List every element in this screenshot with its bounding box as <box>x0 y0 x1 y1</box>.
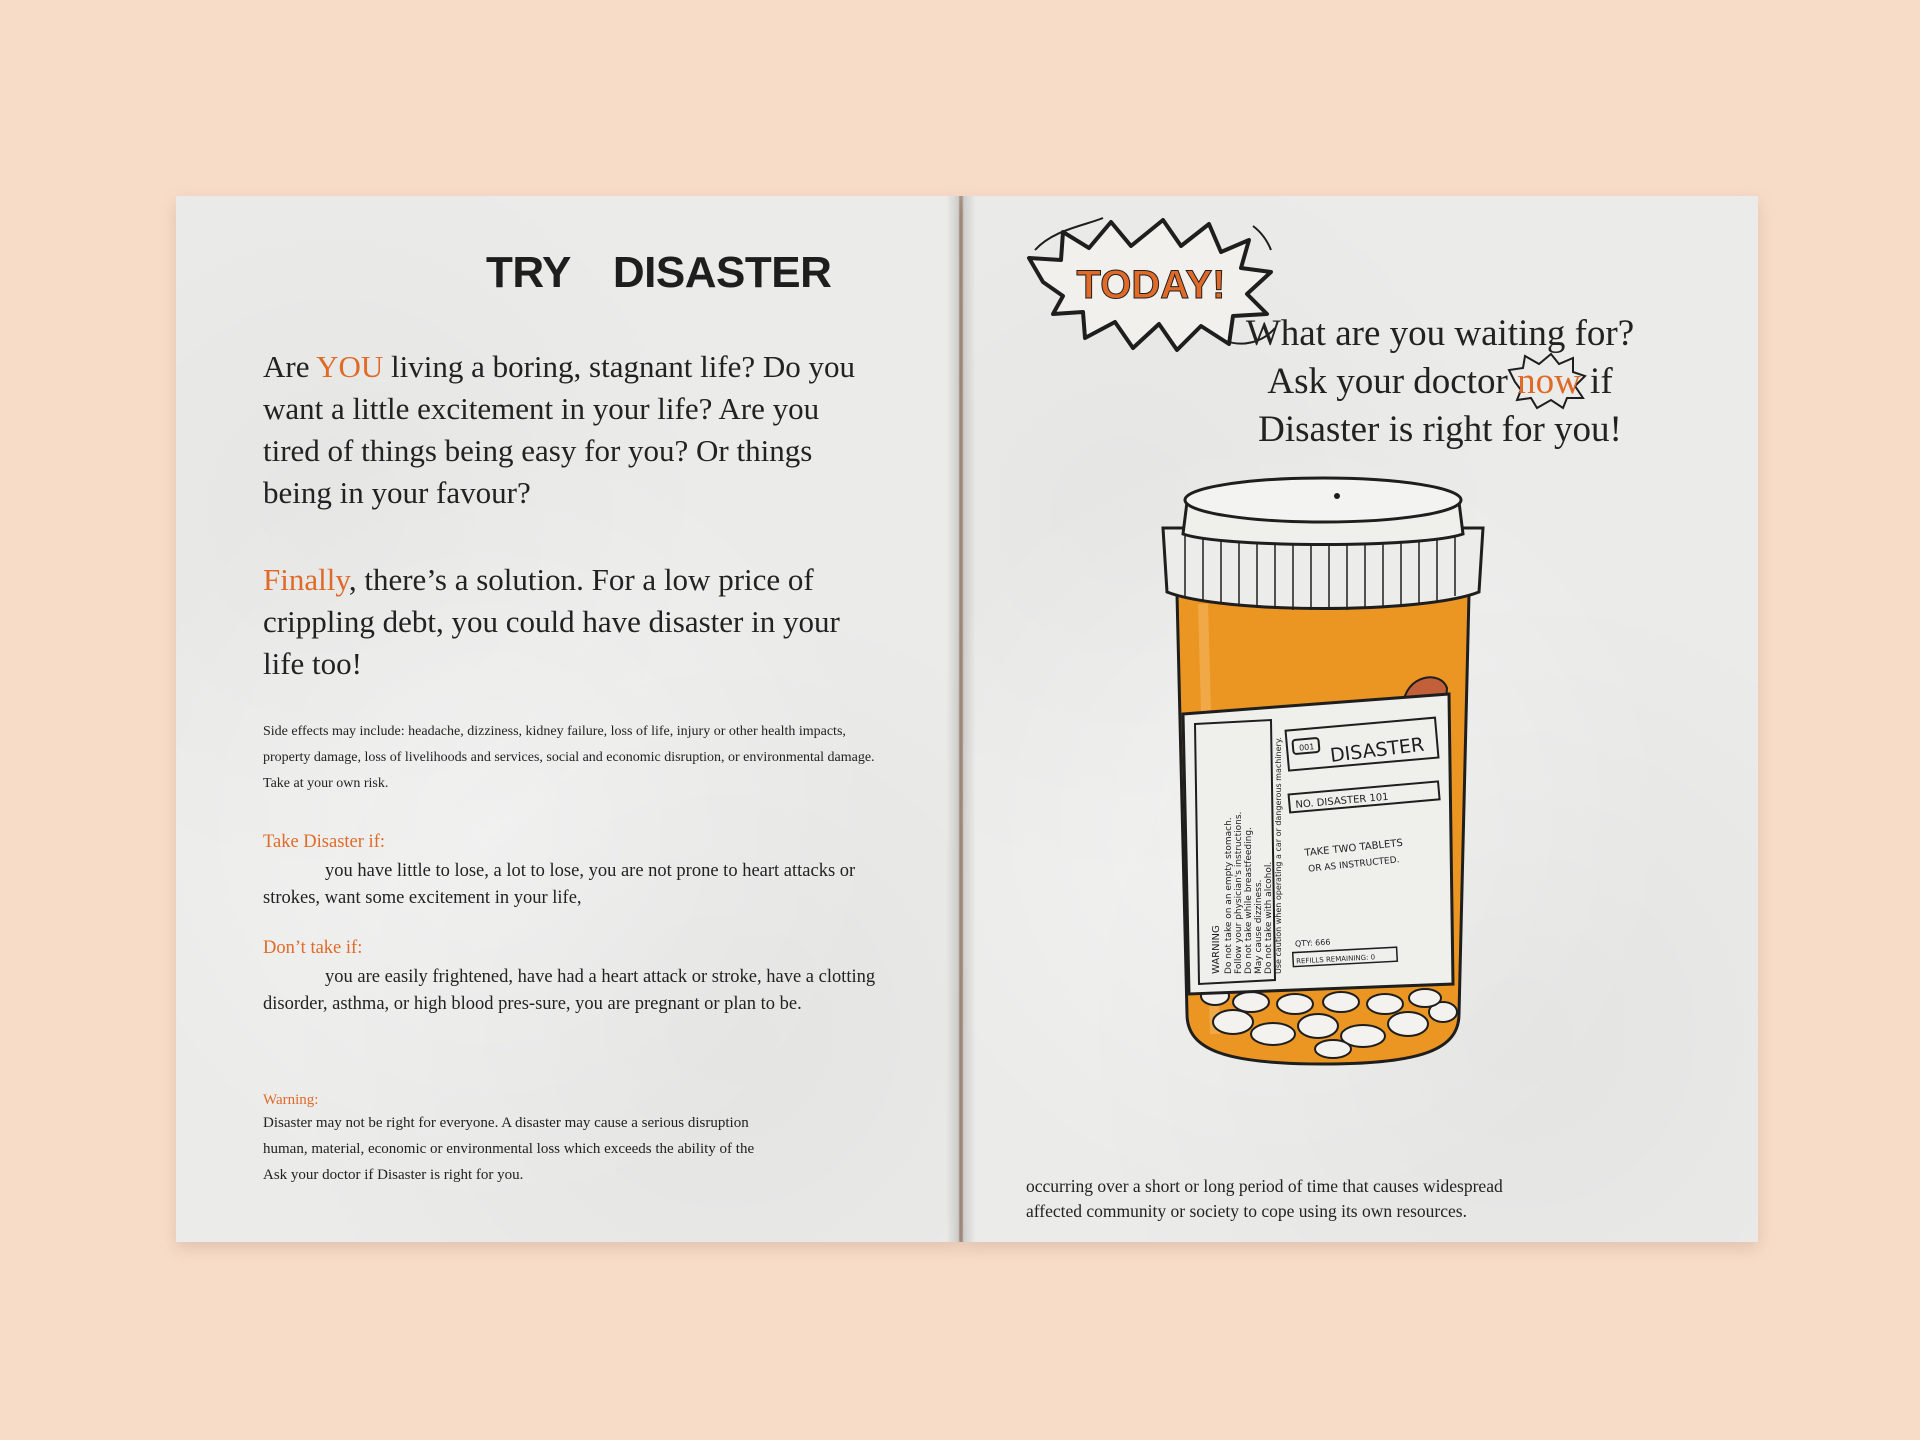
dont-take-if-body <box>263 964 883 1018</box>
label-directions-2: OR AS INSTRUCTED. <box>1307 855 1401 875</box>
take-if-body <box>263 858 883 912</box>
label-warning-line-5: Do not take with alcohol. <box>1264 861 1274 974</box>
solution-highlight: Finally <box>263 562 349 597</box>
headline <box>1180 310 1700 454</box>
headline-line-1: What are you waiting for? <box>1245 313 1635 354</box>
warning-label: Warning: <box>263 1092 319 1108</box>
warning-line-2: human, material, economic or environmental loss which exceeds the ability of the <box>263 1141 755 1157</box>
label-refills: REFILLS REMAINING: 0 <box>1295 953 1376 966</box>
label-warning-line-1: Do not take on an empty stomach. <box>1224 817 1234 974</box>
intro-highlight: YOU <box>316 349 384 384</box>
intro-lead: Are <box>263 349 310 384</box>
warning-body <box>263 1110 893 1188</box>
bottle-cap <box>1163 478 1483 610</box>
side-effects-text: Side effects may include: headache, dizziness, kidney failure, loss of life, injury or other health impacts, property damage, loss of livelihoods and services, social and economic disruption, or environmental damage. Take at your own risk. <box>263 724 875 791</box>
label-warning-line-2: Follow your physician's instructions. <box>1234 811 1244 974</box>
left-page <box>176 196 959 1242</box>
headline-line-2-pre: Ask your doctor <box>1267 361 1508 402</box>
label-rx-number: 001 <box>1298 742 1315 753</box>
dont-take-if-text: you are easily frightened, have had a heart attack or stroke, have a clotting disorder, asthma, or high blood pres-sure, you are pregnant or plan to be. <box>263 967 876 1014</box>
solution-paragraph <box>263 559 883 685</box>
label-number: NO. DISASTER 101 <box>1295 791 1390 811</box>
spine-gutter <box>946 196 976 1242</box>
warning-line-3: Ask your doctor if Disaster is right for you. <box>263 1167 524 1183</box>
solution-text: , there’s a solution. For a low price of crippling debt, you could have disaster in your life too! <box>263 562 840 681</box>
label-brand: DISASTER <box>1328 733 1426 768</box>
label-directions-1: TAKE TWO TABLETS <box>1304 837 1404 860</box>
intro-text: living a boring, stagnant life? Do you want a little excitement in your life? Are you tired of things being easy for you? Or things being in your favour? <box>263 349 856 510</box>
title-word-disaster: DISASTER <box>612 248 832 297</box>
bottom-text-line-2: affected community or society to cope using its own resources. <box>1026 1201 1467 1221</box>
warning-line-1: Disaster may not be right for everyone. A disaster may cause a serious disruption <box>263 1115 749 1131</box>
take-if-label: Take Disaster if: <box>263 832 385 852</box>
now-highlight <box>1517 358 1581 406</box>
label-warning-line-4: May cause dizziness. <box>1254 879 1264 974</box>
magazine-spread <box>176 196 1758 1242</box>
page-title <box>486 248 886 298</box>
headline-line-2-post: if <box>1590 361 1613 402</box>
intro-paragraph <box>263 346 883 514</box>
label-qty: QTY: 666 <box>1294 937 1331 949</box>
headline-line-3: Disaster is right for you! <box>1258 409 1622 450</box>
dont-take-if-label: Don’t take if: <box>263 938 363 958</box>
today-text: TODAY! <box>1076 263 1226 307</box>
take-if-text: you have little to lose, a lot to lose, you are not prone to heart attacks or strokes, want some excitement in your life, <box>263 861 856 908</box>
title-word-try: TRY <box>486 248 571 297</box>
label-warning-line-3: Do not take while breastfeeding. <box>1244 827 1254 974</box>
bottom-text <box>1026 1174 1726 1224</box>
right-page <box>963 196 1758 1242</box>
headline-line-2 <box>1180 358 1700 406</box>
bottom-text-line-1: occurring over a short or long period of time that causes widespread <box>1026 1176 1503 1196</box>
label-warning-title: WARNING <box>1211 925 1222 974</box>
now-text: now <box>1517 361 1581 402</box>
label-warning-line-6: Use caution when operating a car or dangerous machinery. <box>1274 737 1283 974</box>
pill-bottle-illustration <box>1123 474 1523 1094</box>
